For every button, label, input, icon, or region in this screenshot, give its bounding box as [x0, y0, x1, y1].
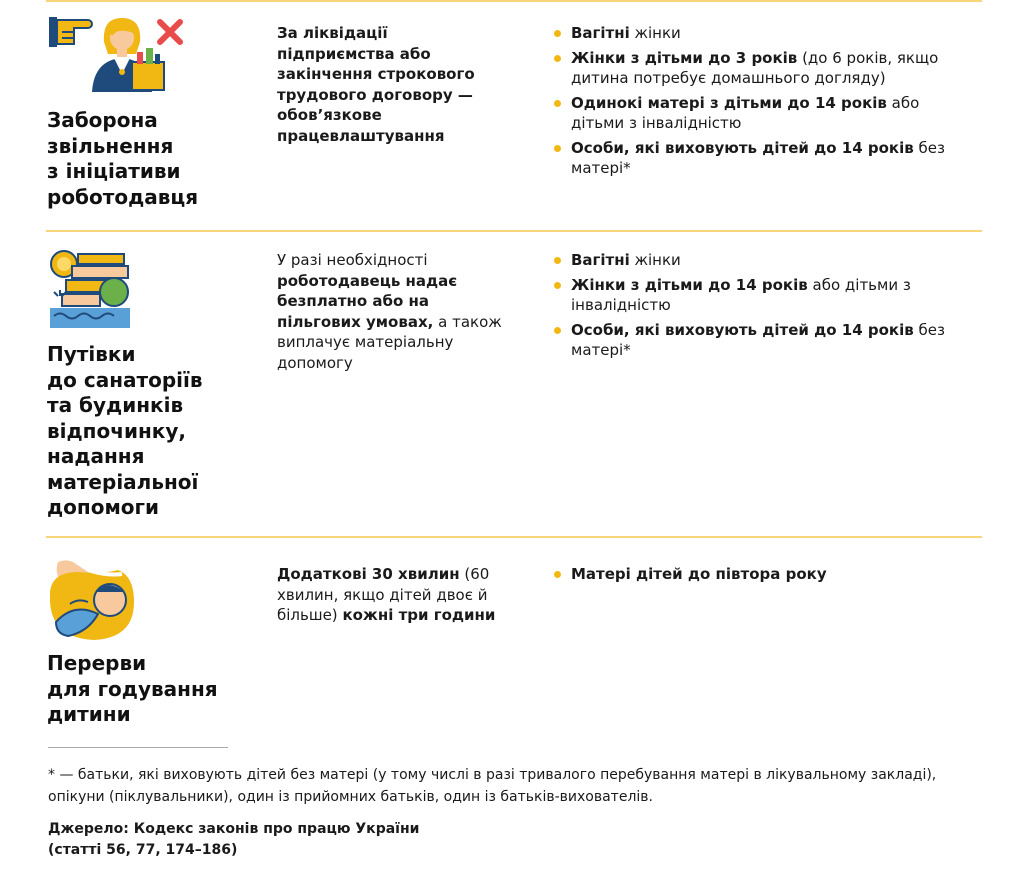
bullet-dot-icon: [554, 55, 561, 62]
list-item: Вагітні жінки: [554, 250, 974, 271]
list-item: Одинокі матері з дітьми до 14 років або дітьми з інвалідністю: [554, 93, 974, 134]
row2-title: Путівки до санаторіїв та будинків відпочинку, надання матеріальної допомоги: [47, 342, 203, 519]
row3-description: Додаткові 30 хвилин (60 хвилин, якщо дітей двоє й більше) кожні три години: [277, 565, 496, 624]
bullet-dot-icon: [554, 145, 561, 152]
row-divider-1: [46, 230, 982, 232]
top-divider: [46, 0, 982, 2]
bullet-dot-icon: [554, 327, 561, 334]
row3-title: Перерви для годування дитини: [47, 651, 218, 726]
breastfeeding-icon: [48, 552, 138, 642]
list-item: Матері дітей до півтора року: [554, 564, 974, 585]
list-item: Жінки з дітьми до 14 років або дітьми з інвалідністю: [554, 275, 974, 316]
sanatorium-icon: [48, 246, 132, 328]
bullet-dot-icon: [554, 100, 561, 107]
footnote: * — батьки, які виховують дітей без матері (у тому числі в разі тривалого перебування матері в лікувальному закладі), опікуни (піклувальники), один із прийомних батьків, один із батьків-вихователів.: [48, 767, 937, 805]
row2-eligible-list: [554, 250, 974, 365]
list-item: Особи, які виховують дітей до 14 років без матері*: [554, 138, 974, 179]
row2-description: У разі необхідності роботодавець надає безплатно або на пільгових умовах, а також виплачує матеріальну допомогу: [277, 251, 502, 372]
row1-description: За ліквідації підприємства або закінчення строкового трудового договору — обов’язкове працевлаштування: [277, 24, 475, 145]
row1-eligible-list: [554, 23, 974, 183]
list-item: Жінки з дітьми до 3 років (до 6 років, якщо дитина потребує домашнього догляду): [554, 48, 974, 89]
list-item: Вагітні жінки: [554, 23, 974, 44]
dismissal-ban-icon: [46, 12, 190, 92]
row3-eligible-list: [554, 564, 974, 589]
footnote-divider: [48, 747, 228, 748]
row1-title: Заборона звільнення з ініціативи роботодавця: [47, 108, 199, 209]
bullet-dot-icon: [554, 282, 561, 289]
bullet-dot-icon: [554, 571, 561, 578]
source-citation: Джерело: Кодекс законів про працю України (статті 56, 77, 174–186): [48, 821, 420, 858]
row-divider-2: [46, 536, 982, 538]
list-item: Особи, які виховують дітей до 14 років без матері*: [554, 320, 974, 361]
bullet-dot-icon: [554, 257, 561, 264]
bullet-dot-icon: [554, 30, 561, 37]
